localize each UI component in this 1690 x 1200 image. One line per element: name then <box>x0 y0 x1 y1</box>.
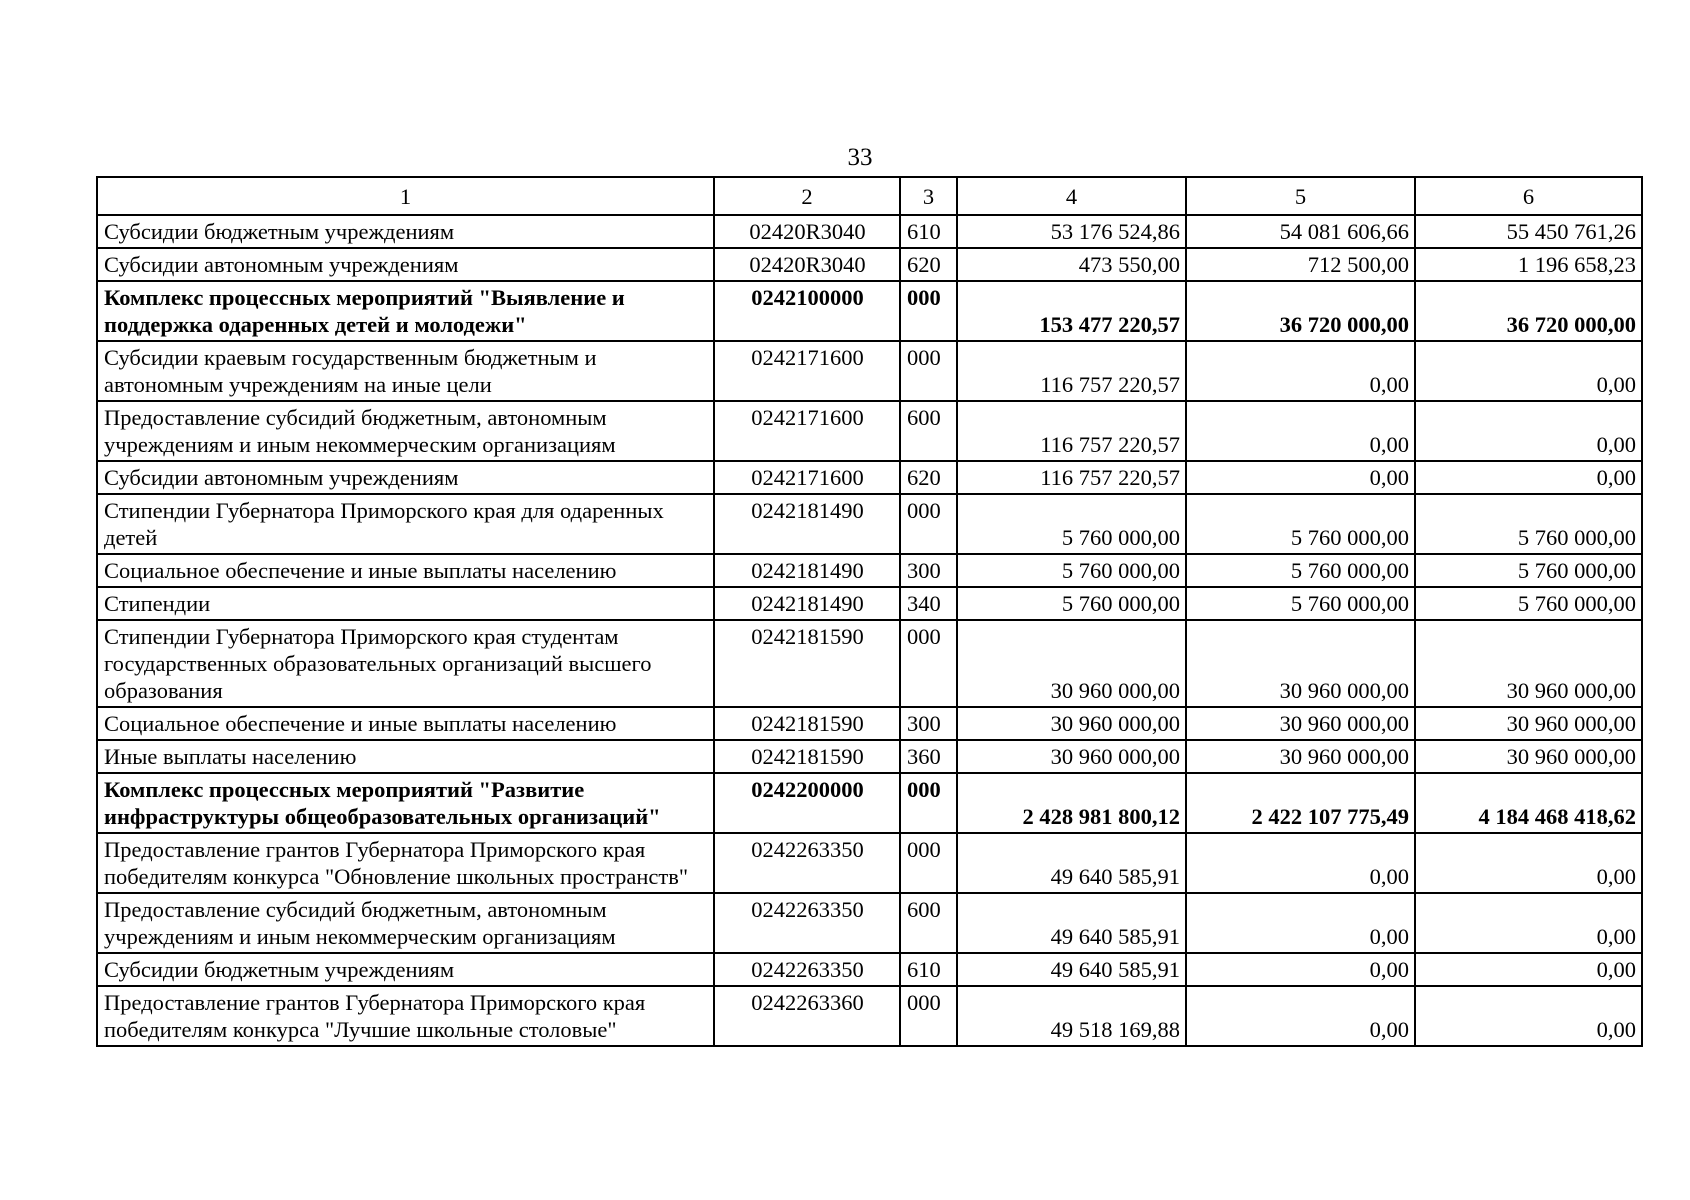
row-value-col5: 0,00 <box>1186 341 1415 401</box>
table-row-section <box>97 281 1642 341</box>
page-number: 33 <box>847 144 873 171</box>
row-name-cell: Предоставление грантов Губернатора Приморского края победителям конкурса "Обновление школьных пространств" <box>97 833 714 893</box>
row-kvr-cell: 000 <box>900 833 957 893</box>
row-value-col4: 5 760 000,00 <box>957 494 1186 554</box>
table-row <box>97 341 1642 401</box>
row-value-col4: 5 760 000,00 <box>957 587 1186 620</box>
table-row-section <box>97 773 1642 833</box>
row-value-col5: 2 422 107 775,49 <box>1186 773 1415 833</box>
row-name-cell: Стипендии Губернатора Приморского края для одаренных детей <box>97 494 714 554</box>
row-name-cell: Стипендии <box>97 587 714 620</box>
table-row <box>97 554 1642 587</box>
row-name-cell: Субсидии бюджетным учреждениям <box>97 215 714 248</box>
row-value-col6: 30 960 000,00 <box>1415 620 1642 707</box>
row-code-cell: 0242171600 <box>714 401 900 461</box>
header-cell-4: 4 <box>957 177 1186 215</box>
row-kvr-cell: 620 <box>900 248 957 281</box>
row-kvr-cell: 620 <box>900 461 957 494</box>
row-name-cell: Комплекс процессных мероприятий "Выявление и поддержка одаренных детей и молодежи" <box>97 281 714 341</box>
row-code-cell: 0242171600 <box>714 461 900 494</box>
row-kvr-cell: 000 <box>900 494 957 554</box>
row-kvr-cell: 000 <box>900 341 957 401</box>
row-kvr-cell: 300 <box>900 554 957 587</box>
row-value-col5: 30 960 000,00 <box>1186 620 1415 707</box>
row-value-col4: 473 550,00 <box>957 248 1186 281</box>
row-code-cell: 0242100000 <box>714 281 900 341</box>
header-cell-5: 5 <box>1186 177 1415 215</box>
row-code-cell: 02420R3040 <box>714 215 900 248</box>
row-value-col4: 49 640 585,91 <box>957 833 1186 893</box>
row-kvr-cell: 000 <box>900 773 957 833</box>
table-row <box>97 401 1642 461</box>
row-code-cell: 0242263350 <box>714 953 900 986</box>
row-name-cell: Предоставление субсидий бюджетным, автономным учреждениям и иным некоммерческим организациям <box>97 401 714 461</box>
row-kvr-cell: 000 <box>900 281 957 341</box>
row-value-col4: 49 640 585,91 <box>957 893 1186 953</box>
table-row <box>97 893 1642 953</box>
row-name-cell: Предоставление субсидий бюджетным, автономным учреждениям и иным некоммерческим организациям <box>97 893 714 953</box>
row-code-cell: 0242181490 <box>714 587 900 620</box>
row-value-col5: 0,00 <box>1186 953 1415 986</box>
row-value-col5: 30 960 000,00 <box>1186 740 1415 773</box>
row-value-col5: 0,00 <box>1186 461 1415 494</box>
row-name-cell: Субсидии бюджетным учреждениям <box>97 953 714 986</box>
row-value-col6: 55 450 761,26 <box>1415 215 1642 248</box>
row-kvr-cell: 600 <box>900 401 957 461</box>
row-value-col6: 0,00 <box>1415 833 1642 893</box>
row-value-col6: 0,00 <box>1415 986 1642 1046</box>
row-value-col4: 153 477 220,57 <box>957 281 1186 341</box>
row-kvr-cell: 610 <box>900 953 957 986</box>
row-value-col6: 36 720 000,00 <box>1415 281 1642 341</box>
row-value-col5: 54 081 606,66 <box>1186 215 1415 248</box>
row-name-cell: Субсидии краевым государственным бюджетным и автономным учреждениям на иные цели <box>97 341 714 401</box>
row-code-cell: 0242181590 <box>714 740 900 773</box>
row-code-cell: 0242181490 <box>714 494 900 554</box>
row-value-col6: 0,00 <box>1415 953 1642 986</box>
row-kvr-cell: 300 <box>900 707 957 740</box>
row-value-col6: 30 960 000,00 <box>1415 740 1642 773</box>
row-value-col6: 5 760 000,00 <box>1415 554 1642 587</box>
table-row <box>97 833 1642 893</box>
row-value-col4: 49 640 585,91 <box>957 953 1186 986</box>
row-value-col6: 4 184 468 418,62 <box>1415 773 1642 833</box>
table-row <box>97 494 1642 554</box>
row-code-cell: 0242263350 <box>714 893 900 953</box>
row-kvr-cell: 610 <box>900 215 957 248</box>
row-value-col5: 36 720 000,00 <box>1186 281 1415 341</box>
row-value-col6: 30 960 000,00 <box>1415 707 1642 740</box>
row-kvr-cell: 340 <box>900 587 957 620</box>
row-value-col6: 5 760 000,00 <box>1415 587 1642 620</box>
row-value-col4: 30 960 000,00 <box>957 707 1186 740</box>
row-code-cell: 0242171600 <box>714 341 900 401</box>
row-value-col5: 0,00 <box>1186 893 1415 953</box>
table-row <box>97 986 1642 1046</box>
table-row <box>97 740 1642 773</box>
table-row <box>97 461 1642 494</box>
row-kvr-cell: 000 <box>900 620 957 707</box>
table-row <box>97 620 1642 707</box>
row-code-cell: 0242263360 <box>714 986 900 1046</box>
row-name-cell: Социальное обеспечение и иные выплаты населению <box>97 707 714 740</box>
table-row <box>97 587 1642 620</box>
header-cell-1: 1 <box>97 177 714 215</box>
row-name-cell: Комплекс процессных мероприятий "Развитие инфраструктуры общеобразовательных организаций" <box>97 773 714 833</box>
row-kvr-cell: 360 <box>900 740 957 773</box>
row-name-cell: Субсидии автономным учреждениям <box>97 461 714 494</box>
table-row <box>97 248 1642 281</box>
row-code-cell: 0242181490 <box>714 554 900 587</box>
table-row <box>97 707 1642 740</box>
row-value-col4: 30 960 000,00 <box>957 620 1186 707</box>
table-row <box>97 953 1642 986</box>
row-value-col6: 0,00 <box>1415 893 1642 953</box>
row-value-col5: 5 760 000,00 <box>1186 494 1415 554</box>
row-value-col5: 5 760 000,00 <box>1186 587 1415 620</box>
row-value-col4: 116 757 220,57 <box>957 341 1186 401</box>
row-value-col4: 53 176 524,86 <box>957 215 1186 248</box>
row-value-col4: 5 760 000,00 <box>957 554 1186 587</box>
row-code-cell: 0242200000 <box>714 773 900 833</box>
row-value-col4: 30 960 000,00 <box>957 740 1186 773</box>
row-kvr-cell: 000 <box>900 986 957 1046</box>
row-value-col4: 116 757 220,57 <box>957 401 1186 461</box>
row-value-col5: 0,00 <box>1186 401 1415 461</box>
row-value-col5: 712 500,00 <box>1186 248 1415 281</box>
row-kvr-cell: 600 <box>900 893 957 953</box>
row-name-cell: Иные выплаты населению <box>97 740 714 773</box>
header-cell-2: 2 <box>714 177 900 215</box>
row-name-cell: Социальное обеспечение и иные выплаты населению <box>97 554 714 587</box>
row-name-cell: Стипендии Губернатора Приморского края студентам государственных образовательных организаций высшего образования <box>97 620 714 707</box>
row-name-cell: Предоставление грантов Губернатора Приморского края победителям конкурса "Лучшие школьные столовые" <box>97 986 714 1046</box>
row-value-col4: 49 518 169,88 <box>957 986 1186 1046</box>
row-value-col5: 0,00 <box>1186 986 1415 1046</box>
budget-table <box>96 176 1643 1047</box>
table-row <box>97 215 1642 248</box>
row-value-col6: 0,00 <box>1415 341 1642 401</box>
row-code-cell: 0242181590 <box>714 707 900 740</box>
row-value-col6: 0,00 <box>1415 461 1642 494</box>
row-value-col4: 2 428 981 800,12 <box>957 773 1186 833</box>
row-name-cell: Субсидии автономным учреждениям <box>97 248 714 281</box>
row-code-cell: 02420R3040 <box>714 248 900 281</box>
row-code-cell: 0242181590 <box>714 620 900 707</box>
row-value-col6: 1 196 658,23 <box>1415 248 1642 281</box>
row-value-col5: 0,00 <box>1186 833 1415 893</box>
row-value-col6: 5 760 000,00 <box>1415 494 1642 554</box>
row-value-col5: 30 960 000,00 <box>1186 707 1415 740</box>
table-body <box>97 177 1642 1046</box>
header-cell-3: 3 <box>900 177 957 215</box>
row-value-col4: 116 757 220,57 <box>957 461 1186 494</box>
row-value-col5: 5 760 000,00 <box>1186 554 1415 587</box>
header-cell-6: 6 <box>1415 177 1642 215</box>
row-code-cell: 0242263350 <box>714 833 900 893</box>
row-value-col6: 0,00 <box>1415 401 1642 461</box>
header-row <box>97 177 1642 215</box>
